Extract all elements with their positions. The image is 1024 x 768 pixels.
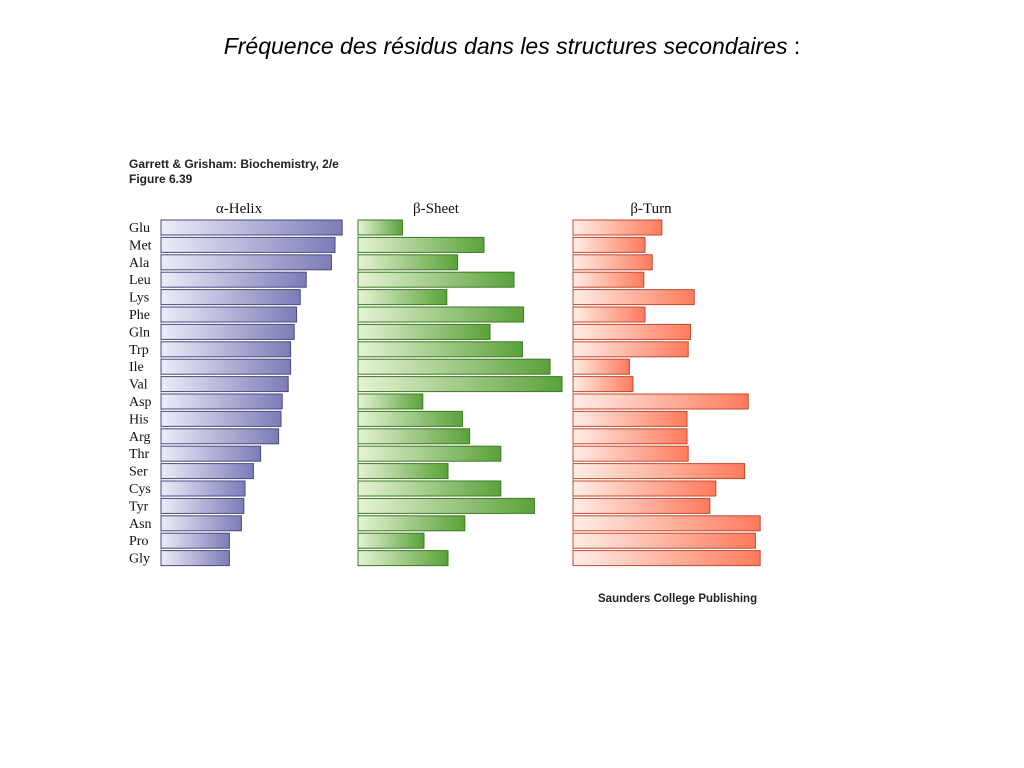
bar-turn-asn [573,516,760,531]
bar-sheet-his [358,411,462,426]
bar-helix-met [161,237,335,252]
bar-turn-trp [573,342,688,357]
bar-turn-his [573,411,687,426]
bar-sheet-phe [358,307,524,322]
category-label-arg: Arg [129,429,151,445]
credit-line-1: Garrett & Grisham: Biochemistry, 2/e [129,157,339,171]
bar-helix-arg [161,429,279,444]
bar-helix-lys [161,290,300,305]
bar-sheet-val [358,377,562,392]
bar-helix-ala [161,255,331,270]
bar-helix-his [161,411,281,426]
category-label-his: His [129,412,149,428]
bar-turn-phe [573,307,645,322]
category-label-glu: Glu [129,221,150,236]
bar-helix-ser [161,464,253,479]
publisher-credit: Saunders College Publishing [598,593,758,605]
bar-turn-gly [573,551,760,566]
bar-turn-met [573,237,645,252]
bar-turn-arg [573,429,687,444]
bar-turn-lys [573,290,694,305]
series-title-turn: β-Turn [630,201,672,217]
slide-title-suffix: : [787,33,801,59]
bar-turn-ser [573,464,745,479]
bar-sheet-asn [358,516,465,531]
bar-sheet-glu [358,220,402,235]
bar-turn-asp [573,394,748,409]
bar-turn-glu [573,220,662,235]
bar-helix-trp [161,342,291,357]
category-label-asn: Asn [129,516,152,532]
bar-sheet-asp [358,394,423,409]
bar-sheet-pro [358,533,424,548]
bar-helix-asp [161,394,282,409]
bar-helix-gln [161,324,294,339]
category-label-phe: Phe [129,308,150,323]
bar-sheet-cys [358,481,501,496]
bar-helix-thr [161,446,261,461]
bar-sheet-lys [358,290,447,305]
category-label-pro: Pro [129,534,149,550]
bar-sheet-gln [358,324,490,339]
category-label-val: Val [129,377,148,393]
bar-helix-cys [161,481,245,496]
category-label-tyr: Tyr [129,499,149,515]
category-label-gln: Gln [129,325,150,341]
bar-turn-ala [573,255,652,270]
category-label-ser: Ser [129,464,148,480]
category-label-trp: Trp [129,342,149,358]
bar-helix-ile [161,359,291,374]
category-label-met: Met [129,238,152,254]
series-title-sheet: β-Sheet [413,201,459,217]
bar-sheet-ala [358,255,458,270]
category-label-asp: Asp [129,395,152,410]
category-label-cys: Cys [129,482,151,497]
bar-turn-ile [573,359,629,374]
bar-helix-leu [161,272,306,287]
category-label-gly: Gly [129,551,150,567]
category-label-lys: Lys [129,290,150,306]
bar-turn-gln [573,324,691,339]
bar-turn-leu [573,272,644,287]
bar-sheet-ser [358,464,448,479]
bar-turn-cys [573,481,716,496]
bar-sheet-ile [358,359,550,374]
series-title-helix: α-Helix [215,201,263,217]
bar-helix-asn [161,516,241,531]
slide-title-text: Fréquence des résidus dans les structures secondaires [223,33,788,59]
bar-turn-thr [573,446,688,461]
bar-sheet-trp [358,342,522,357]
bar-helix-pro [161,533,229,548]
bar-turn-tyr [573,498,710,513]
category-label-ile: Ile [129,360,144,376]
bar-helix-glu [161,220,342,235]
bar-helix-tyr [161,498,244,513]
category-label-leu: Leu [129,273,151,289]
bar-sheet-arg [358,429,470,444]
bar-sheet-thr [358,446,501,461]
credit-line-2: Figure 6.39 [129,172,193,186]
bar-sheet-leu [358,272,514,287]
bar-helix-val [161,377,288,392]
bar-helix-phe [161,307,297,322]
bar-turn-val [573,377,633,392]
bar-helix-gly [161,551,229,566]
category-label-ala: Ala [129,255,150,271]
bar-sheet-gly [358,551,448,566]
bar-turn-pro [573,533,755,548]
category-label-thr: Thr [129,447,150,463]
bar-sheet-tyr [358,498,534,513]
bar-sheet-met [358,237,484,252]
